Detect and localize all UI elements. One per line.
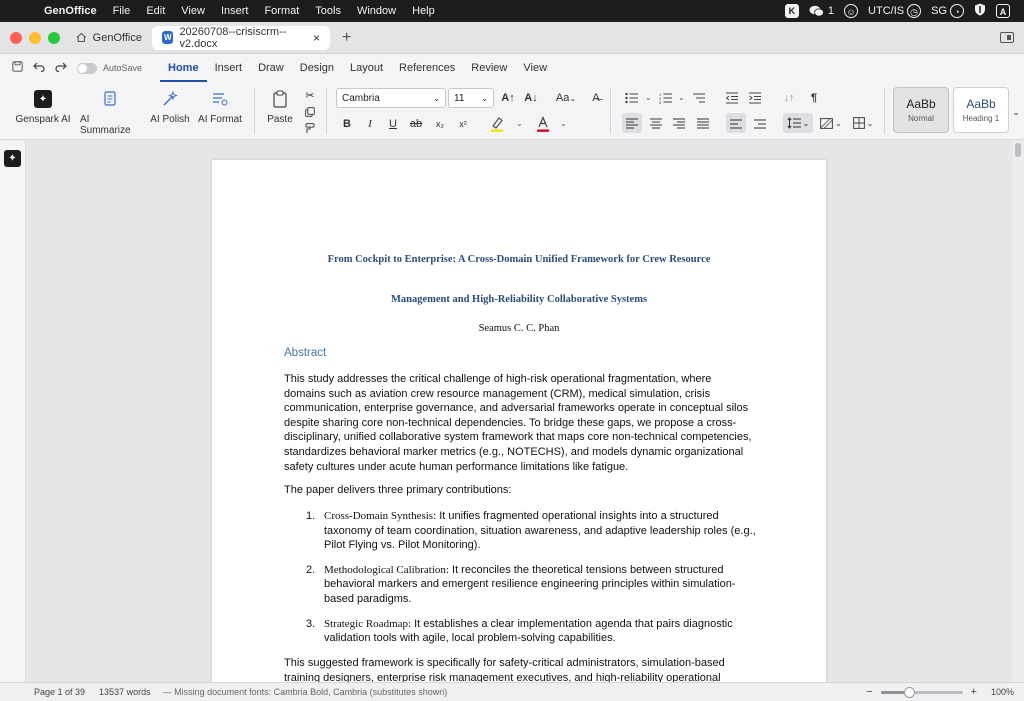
highlighter-icon xyxy=(490,116,504,132)
format-painter-icon[interactable] xyxy=(300,118,320,138)
shrink-font-icon[interactable]: A↓ xyxy=(524,92,538,104)
window-controls xyxy=(0,32,66,44)
paste-button[interactable] xyxy=(264,90,296,136)
scrollbar-thumb[interactable] xyxy=(1015,143,1021,157)
list-item-number: 3. xyxy=(306,617,316,630)
ai-polish-label: AI Polish xyxy=(150,114,190,125)
menu-window[interactable]: Window xyxy=(356,5,397,17)
clear-formatting-icon[interactable]: A̶ xyxy=(592,92,600,104)
cut-icon[interactable]: ✂ xyxy=(305,89,315,102)
format-lines-icon xyxy=(211,90,229,108)
tab-ribbon-insert[interactable]: Insert xyxy=(214,62,243,74)
status-bar xyxy=(0,682,1024,701)
style-normal-label: Normal xyxy=(908,114,934,123)
toolbar-separator xyxy=(254,88,255,134)
zoom-level: 100% xyxy=(990,687,1014,697)
chevron-down-icon: ⌄ xyxy=(481,93,488,103)
redo-icon[interactable] xyxy=(55,62,67,75)
menu-insert[interactable]: Insert xyxy=(220,5,249,17)
home-icon xyxy=(76,32,87,43)
locale-item[interactable] xyxy=(931,4,964,18)
zoom-slider[interactable] xyxy=(881,691,963,694)
svg-text:2: 2 xyxy=(659,96,662,101)
shading-icon xyxy=(820,118,833,129)
borders-icon xyxy=(853,117,865,129)
ribbon-tab-row xyxy=(0,54,1024,82)
show-formatting-marks-icon[interactable]: ¶ xyxy=(810,92,818,104)
document-author: Seamus C. C. Phan xyxy=(478,323,560,334)
chevron-down-icon[interactable]: ⌄ xyxy=(678,93,685,102)
zoom-slider-knob[interactable] xyxy=(904,687,915,698)
zoom-in-button[interactable]: + xyxy=(970,686,977,698)
menu-view[interactable]: View xyxy=(181,5,205,17)
style-heading-1-preview: AaBb xyxy=(966,97,996,111)
font-name-value: Cambria xyxy=(342,92,380,104)
shield-icon[interactable] xyxy=(974,3,986,19)
list-item-text: It reconciles the theoretical tensions between structured behavioral markers and emergent resilience engineering principles within simulation-based paradigms. xyxy=(324,563,736,605)
paste-label: Paste xyxy=(267,114,293,125)
svg-text:3: 3 xyxy=(659,100,662,104)
line-spacing-button[interactable]: ⌄ xyxy=(783,113,813,133)
numbered-list-icon[interactable] xyxy=(656,88,676,108)
shading-button[interactable]: ⌄ xyxy=(818,113,844,133)
k-app-status-icon[interactable]: K xyxy=(785,4,799,18)
font-color-icon xyxy=(536,116,550,132)
genspark-ai-button[interactable] xyxy=(14,90,72,136)
menu-format[interactable]: Format xyxy=(264,5,300,17)
list-item-text: It unifies fragmented operational insights into a structured taxonomy of team coordination, situation awareness, and adaptive leadership roles (e.g., Pilot Flying vs. Pilot Monitoring). xyxy=(324,510,756,552)
tab-ribbon-references[interactable]: References xyxy=(399,62,456,74)
document-title-line-2: Management and High-Reliability Collaborative Systems xyxy=(390,294,648,305)
timer-icon: ◔ xyxy=(950,4,964,18)
ai-summarize-button[interactable] xyxy=(80,90,142,136)
chevron-down-icon: ⌄ xyxy=(433,93,440,103)
tab-document-label: 20260708--crisiscrm--v2.docx xyxy=(179,25,287,50)
sidebar-toggle-icon[interactable] xyxy=(1000,32,1014,43)
style-heading-1-label: Heading 1 xyxy=(962,114,1000,123)
close-tab-icon[interactable]: × xyxy=(312,30,320,45)
rtl-direction-button[interactable] xyxy=(750,113,770,133)
ai-summarize-label: AI Summarize xyxy=(80,114,131,136)
list-item-number: 1. xyxy=(306,510,316,522)
strikethrough-button[interactable]: ab xyxy=(409,118,423,130)
system-menubar xyxy=(0,0,1024,22)
change-case-button[interactable]: Aa ⌄ xyxy=(555,92,577,104)
bullet-list-icon[interactable] xyxy=(622,88,642,108)
change-case-label: Aa xyxy=(555,92,570,104)
tab-ribbon-home[interactable]: Home xyxy=(160,54,207,82)
font-size-value: 11 xyxy=(454,92,465,104)
tab-ribbon-draw[interactable]: Draw xyxy=(258,62,284,74)
line-spacing-icon xyxy=(787,117,801,129)
style-heading-1[interactable] xyxy=(953,87,1009,133)
list-item-text: It establishes a clear implementation agenda that pairs diagnostic validation tools with agile, local problem-solving capabilities. xyxy=(324,617,733,645)
ltr-direction-button[interactable] xyxy=(726,113,746,133)
zoom-control xyxy=(866,686,1014,698)
new-tab-button[interactable]: + xyxy=(342,28,352,46)
ai-format-button[interactable] xyxy=(198,90,242,136)
list-item-lead: Methodological Calibration: xyxy=(324,563,449,576)
highlight-color-button[interactable] xyxy=(487,114,507,134)
tab-ribbon-layout[interactable]: Layout xyxy=(350,62,384,74)
closing-paragraph: This suggested framework is specifically for safety-critical administrators, simulation-based training designers, enterprise risk management executives, and high-reliability operational xyxy=(284,657,725,682)
font-badge-icon[interactable]: A xyxy=(996,4,1010,18)
svg-text:1: 1 xyxy=(659,92,662,97)
document-page[interactable] xyxy=(212,160,826,682)
font-color-button[interactable] xyxy=(533,114,553,134)
menu-app-name[interactable]: GenOffice xyxy=(44,5,97,17)
assistant-face-icon[interactable]: ☺ xyxy=(844,4,858,18)
chevron-down-icon[interactable]: ⌄ xyxy=(560,119,567,128)
multilevel-list-icon[interactable] xyxy=(689,88,709,108)
align-left-button[interactable] xyxy=(622,113,642,133)
toolbar-separator xyxy=(884,88,885,134)
font-name-select[interactable] xyxy=(336,88,446,108)
sort-icon[interactable]: ↓↑ xyxy=(783,92,795,104)
contributions-intro: The paper delivers three primary contributions: xyxy=(284,484,512,496)
list-item-number: 2. xyxy=(306,563,316,576)
menu-file[interactable]: File xyxy=(112,5,131,17)
genspark-ai-label: Genspark AI xyxy=(15,114,71,125)
word-count[interactable]: 13537 words xyxy=(99,687,151,697)
window-tabbar xyxy=(0,22,1024,54)
wechat-icon xyxy=(809,5,824,17)
underline-button[interactable]: U xyxy=(389,118,397,130)
ai-format-label: AI Format xyxy=(198,114,242,125)
contributions-list xyxy=(284,509,756,656)
input-source-item[interactable] xyxy=(868,4,921,18)
page-count[interactable]: Page 1 of 39 xyxy=(34,687,86,697)
toolbar-separator xyxy=(326,88,327,134)
clipboard-icon xyxy=(271,90,289,108)
style-normal[interactable] xyxy=(893,87,949,133)
align-right-button[interactable] xyxy=(669,113,689,133)
word-doc-icon: W xyxy=(163,33,172,42)
undo-icon[interactable] xyxy=(33,62,45,75)
font-size-select[interactable] xyxy=(448,88,494,108)
save-icon[interactable] xyxy=(12,61,23,75)
abstract-heading: Abstract xyxy=(284,347,327,359)
magic-wand-icon xyxy=(161,90,179,108)
ai-polish-button[interactable] xyxy=(150,90,190,136)
decrease-indent-icon[interactable] xyxy=(722,88,742,108)
chevron-down-icon[interactable]: ⌄ xyxy=(516,119,523,128)
document-canvas[interactable] xyxy=(26,141,1012,682)
superscript-button[interactable]: x² xyxy=(459,119,467,129)
borders-button[interactable]: ⌄ xyxy=(850,113,876,133)
list-item xyxy=(284,617,756,646)
menu-tools[interactable]: Tools xyxy=(315,5,341,17)
chevron-down-icon[interactable]: ⌄ xyxy=(645,93,652,102)
subscript-button[interactable]: x₂ xyxy=(436,119,444,129)
close-window-button[interactable] xyxy=(10,32,22,44)
increase-indent-icon[interactable] xyxy=(745,88,765,108)
left-tool-rail xyxy=(0,141,26,682)
tab-ribbon-design[interactable]: Design xyxy=(299,62,334,74)
wechat-status-item[interactable] xyxy=(809,5,834,17)
list-item xyxy=(284,563,756,607)
document-sparkle-icon xyxy=(102,90,120,108)
list-item-lead: Strategic Roadmap: xyxy=(324,617,412,630)
list-item xyxy=(284,509,756,553)
style-normal-preview: AaBb xyxy=(906,97,936,111)
autosave-label: AutoSave xyxy=(103,63,143,73)
align-center-button[interactable] xyxy=(646,113,666,133)
minimize-window-button[interactable] xyxy=(29,32,41,44)
autosave-toggle[interactable] xyxy=(77,63,97,74)
list-item-lead: Cross-Domain Synthesis: xyxy=(324,510,437,522)
bold-button[interactable]: B xyxy=(343,118,351,130)
missing-fonts-notice: — Missing document fonts: Cambria Bold, Cambria (substitutes shown) xyxy=(162,687,448,697)
clock-icon: ◷ xyxy=(907,4,921,18)
tab-ribbon-view[interactable]: View xyxy=(523,62,548,74)
tab-home-label: GenOffice xyxy=(92,31,142,44)
input-source-label: UTC/IS xyxy=(868,5,905,17)
vertical-scrollbar[interactable] xyxy=(1012,141,1024,682)
locale-label: SG xyxy=(931,5,947,17)
tab-ribbon-review[interactable]: Review xyxy=(471,62,508,74)
wechat-count: 1 xyxy=(827,5,835,17)
tab-document[interactable] xyxy=(152,26,330,50)
zoom-out-button[interactable]: − xyxy=(866,686,873,698)
toolbar-separator xyxy=(610,88,611,134)
grow-font-icon[interactable]: A↑ xyxy=(501,92,515,104)
tab-home[interactable] xyxy=(66,26,152,50)
genspark-ai-icon: ✦ xyxy=(34,90,52,108)
menu-help[interactable]: Help xyxy=(412,5,435,17)
justify-button[interactable] xyxy=(693,113,713,133)
menu-edit[interactable]: Edit xyxy=(146,5,166,17)
document-title-line-1: From Cockpit to Enterprise: A Cross-Domain Unified Framework for Crew Resource xyxy=(327,254,711,265)
italic-button[interactable]: I xyxy=(368,118,372,130)
zoom-window-button[interactable] xyxy=(48,32,60,44)
ribbon-toolbar xyxy=(0,82,1024,140)
genspark-sidebar-icon[interactable]: ✦ xyxy=(4,150,21,167)
quick-access-toolbar xyxy=(0,61,160,75)
abstract-paragraph: This study addresses the critical challenge of high-risk operational fragmentation, where domains such as aviation crew resource management (CRM), medical simulation, crisis communication, enterprise governance, and adversarial frameworks operate in conceptual silos despite sharing core non-technical dependencies. To bridge these gaps, we propose a cross-disciplinary, unified collaborative system framework that maps core non-technical competencies, standardizes behavioral marker metrics (e.g., NOTECHS), and models dynamic organizational safety cultures under acute human performance limitations like fatigue. xyxy=(284,373,752,473)
styles-gallery-expand-icon[interactable]: ⌄ xyxy=(1012,106,1020,117)
